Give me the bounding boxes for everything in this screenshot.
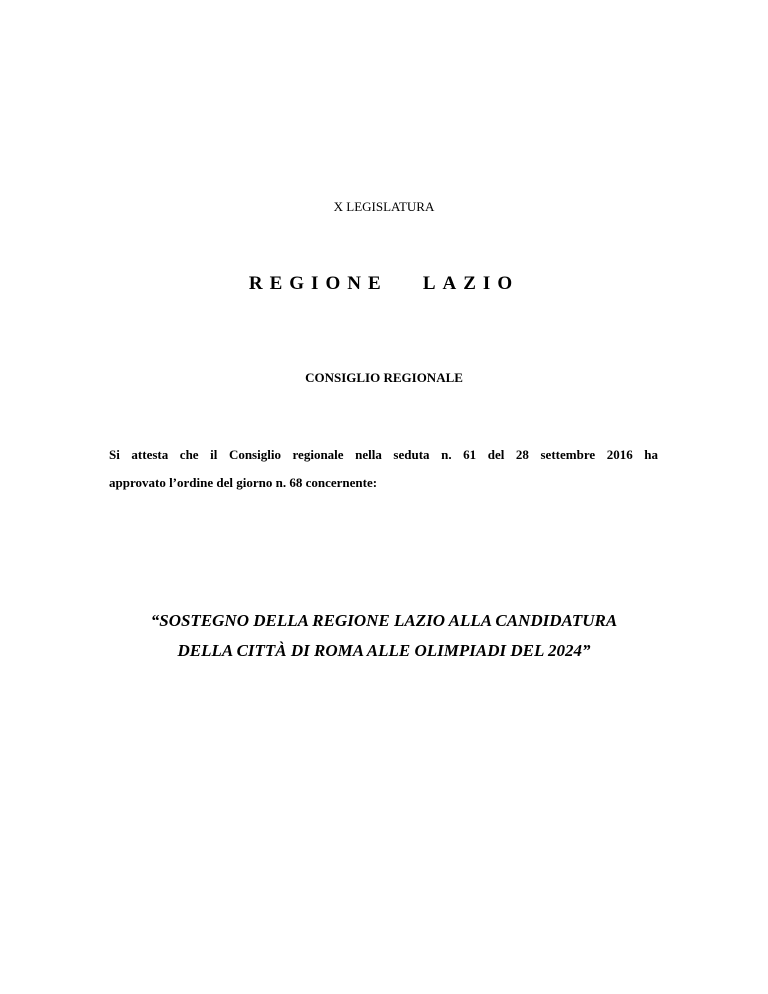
attestation-line-2: approvato l’ordine del giorno n. 68 concernente: (109, 475, 378, 490)
consiglio-heading: CONSIGLIO REGIONALE (305, 370, 463, 385)
legislatura-heading: X LEGISLATURA (333, 199, 435, 214)
resolution-title-line-2: DELLA CITTÀ DI ROMA ALLE OLIMPIADI DEL 2024” (177, 641, 591, 660)
resolution-title-line-1: “SOSTEGNO DELLA REGIONE LAZIO ALLA CANDIDATURA (150, 611, 618, 630)
resolution-title (0, 606, 768, 666)
regione-heading: REGIONE LAZIO (248, 273, 520, 294)
attestation-paragraph (109, 441, 658, 497)
attestation-line-1: Si attesta che il Consiglio regionale nella seduta n. 61 del 28 settembre 2016 ha (109, 447, 658, 462)
